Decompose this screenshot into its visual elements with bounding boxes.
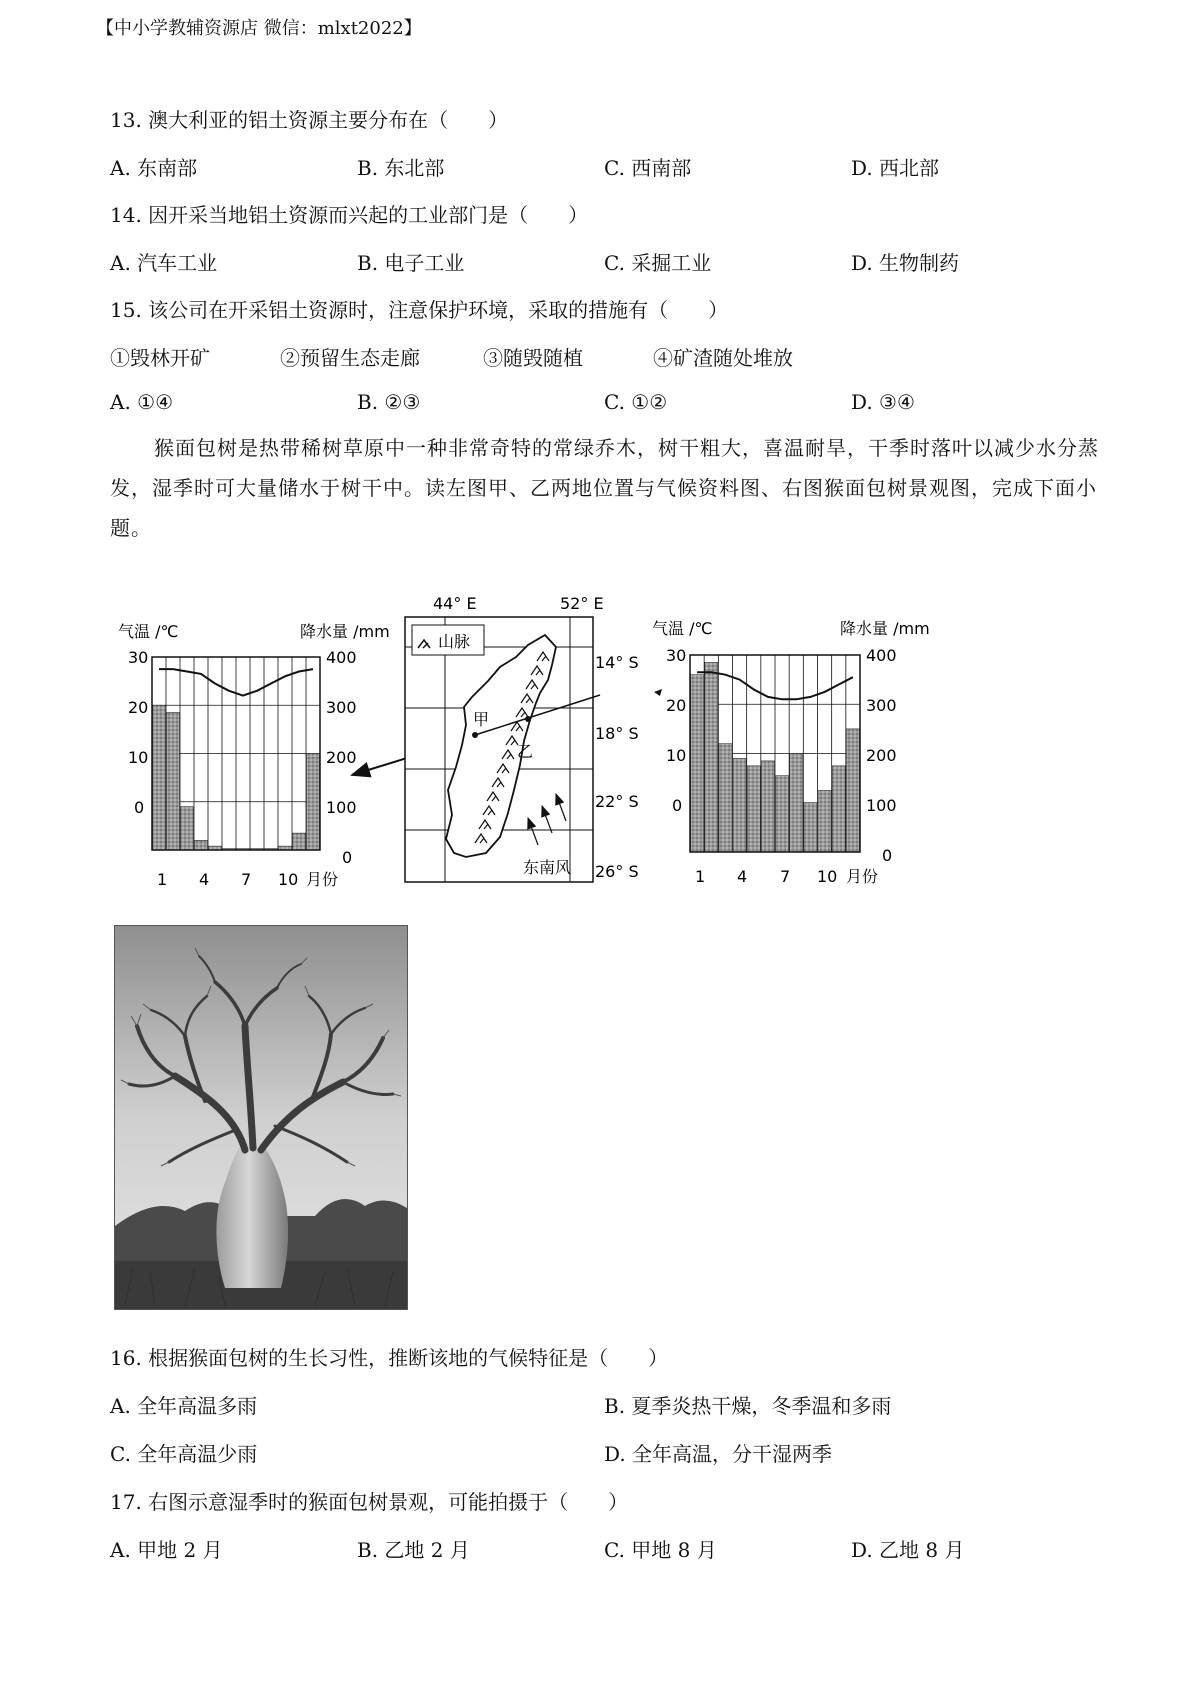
- right-climate-chart: [652, 619, 930, 886]
- map-place-yi: 乙: [517, 742, 534, 761]
- left-precip-bar: [167, 712, 180, 850]
- right-temp-tick-20: 20: [666, 696, 687, 715]
- right-temp-tick-10: 10: [666, 746, 687, 765]
- left-x-tick-4: 4: [199, 870, 210, 889]
- left-precip-tick-0: 0: [342, 848, 353, 867]
- map-wind-label: 东南风: [523, 858, 572, 877]
- left-precip-bar: [181, 807, 194, 850]
- q14-option-a[interactable]: A. 汽车工业: [110, 251, 218, 275]
- right-precip-bar: [804, 803, 817, 852]
- madagascar-map: [405, 594, 662, 882]
- q13-option-d[interactable]: D. 西北部: [851, 156, 940, 180]
- right-x-tick-1: 1: [695, 867, 706, 886]
- q15-option-a[interactable]: A. ①④: [110, 390, 174, 414]
- q17-option-c[interactable]: C. 甲地 8 月: [604, 1538, 717, 1562]
- left-precip-bar: [307, 754, 320, 851]
- right-precip-bar: [719, 744, 732, 852]
- right-precip-tick-100: 100: [866, 796, 897, 815]
- left-climate-chart: [118, 622, 390, 889]
- map-lat-18s: 18° S: [595, 724, 639, 743]
- right-precip-bar: [790, 754, 803, 853]
- right-temp-tick-30: 30: [666, 646, 687, 665]
- map-lat-22s: 22° S: [595, 792, 639, 811]
- question-13-stem: 13. 澳大利亚的铝土资源主要分布在（ ）: [110, 108, 509, 132]
- right-precip-bar: [761, 761, 774, 852]
- q14-option-b[interactable]: B. 电子工业: [357, 251, 465, 275]
- q16-option-a[interactable]: A. 全年高温多雨: [110, 1394, 258, 1418]
- left-precip-tick-400: 400: [326, 648, 357, 667]
- right-temp-axis-label: 气温 /℃: [652, 619, 713, 638]
- right-precip-bar: [691, 675, 704, 852]
- map-place-jia: 甲: [473, 710, 490, 729]
- q16-option-b[interactable]: B. 夏季炎热干燥，冬季温和多雨: [604, 1394, 892, 1418]
- climate-map-figure: [0, 585, 1200, 895]
- map-lat-26s: 26° S: [595, 862, 639, 881]
- left-x-tick-7: 7: [241, 870, 252, 889]
- q13-option-c[interactable]: C. 西南部: [604, 156, 692, 180]
- left-x-tick-1: 1: [157, 870, 168, 889]
- passage-text: 猴面包树是热带稀树草原中一种非常奇特的常绿乔木，树干粗大，喜温耐旱，干季时落叶以减少水分蒸发，湿季时可大量储水于树干中。读左图甲、乙两地位置与气候资料图、右图猴面包树景观图，完成下面小题。: [110, 436, 1099, 540]
- left-precip-tick-300: 300: [326, 698, 357, 717]
- header-watermark: 【中小学教辅资源店 微信：mlxt2022】: [96, 18, 422, 39]
- right-precip-bar: [832, 766, 845, 852]
- question-14-stem: 14. 因开采当地铝土资源而兴起的工业部门是（ ）: [110, 203, 589, 227]
- right-precip-bar: [818, 790, 831, 852]
- q15-option-b[interactable]: B. ②③: [357, 390, 421, 414]
- q16-option-d[interactable]: D. 全年高温，分干湿两季: [604, 1442, 833, 1466]
- left-precip-bar: [195, 840, 208, 850]
- q17-option-b[interactable]: B. 乙地 2 月: [357, 1538, 470, 1562]
- right-precip-bar: [846, 729, 859, 852]
- q15-option-c[interactable]: C. ①②: [604, 390, 668, 414]
- left-temp-tick-0: 0: [134, 798, 145, 817]
- left-temp-tick-30: 30: [128, 648, 149, 667]
- map-lat-14s: 14° S: [595, 653, 639, 672]
- q15-option-d[interactable]: D. ③④: [851, 390, 915, 414]
- q14-option-c[interactable]: C. 采掘工业: [604, 251, 712, 275]
- q15-item-2: ②预留生态走廊: [280, 346, 420, 370]
- q13-option-b[interactable]: B. 东北部: [357, 156, 445, 180]
- right-precip-bar: [705, 662, 718, 852]
- baobab-photo: [114, 925, 408, 1310]
- map-legend-mountains: 山脉: [438, 632, 471, 651]
- left-precip-bar: [153, 705, 166, 850]
- right-precip-tick-0: 0: [882, 846, 893, 865]
- q13-option-a[interactable]: A. 东南部: [110, 156, 198, 180]
- left-x-tick-10: 10: [278, 870, 299, 889]
- right-x-tick-4: 4: [737, 867, 748, 886]
- left-x-unit: 月份: [306, 870, 339, 889]
- right-precip-tick-300: 300: [866, 696, 897, 715]
- map-lon-52e: 52° E: [560, 594, 604, 613]
- right-x-tick-7: 7: [780, 867, 791, 886]
- right-x-tick-10: 10: [817, 867, 838, 886]
- right-precip-tick-200: 200: [866, 746, 897, 765]
- q17-option-a[interactable]: A. 甲地 2 月: [110, 1538, 223, 1562]
- left-precip-tick-200: 200: [326, 748, 357, 767]
- right-precip-axis-label: 降水量 /mm: [840, 619, 930, 638]
- right-temp-tick-0: 0: [672, 796, 683, 815]
- right-precip-bar: [776, 776, 789, 852]
- right-x-unit: 月份: [846, 867, 879, 886]
- q15-item-1: ①毁林开矿: [110, 346, 210, 370]
- left-precip-axis-label: 降水量 /mm: [300, 622, 390, 641]
- q15-item-3: ③随毁随植: [483, 346, 583, 370]
- q16-option-c[interactable]: C. 全年高温少雨: [110, 1442, 258, 1466]
- question-16-stem: 16. 根据猴面包树的生长习性，推断该地的气候特征是（ ）: [110, 1346, 669, 1370]
- q17-option-d[interactable]: D. 乙地 8 月: [851, 1538, 965, 1562]
- map-lon-44e: 44° E: [433, 594, 477, 613]
- left-precip-tick-100: 100: [326, 798, 357, 817]
- left-temp-tick-20: 20: [128, 698, 149, 717]
- right-precip-bar: [747, 766, 760, 852]
- question-15-stem: 15. 该公司在开采铝土资源时，注意保护环境，采取的措施有（ ）: [110, 298, 729, 322]
- left-precip-bar: [293, 833, 306, 850]
- left-temp-axis-label: 气温 /℃: [118, 622, 179, 641]
- right-precip-tick-400: 400: [866, 646, 897, 665]
- right-precip-bar: [733, 758, 746, 852]
- q14-option-d[interactable]: D. 生物制药: [851, 251, 960, 275]
- q15-item-4: ④矿渣随处堆放: [653, 346, 793, 370]
- question-17-stem: 17. 右图示意湿季时的猴面包树景观，可能拍摄于（ ）: [110, 1490, 629, 1514]
- left-temp-tick-10: 10: [128, 748, 149, 767]
